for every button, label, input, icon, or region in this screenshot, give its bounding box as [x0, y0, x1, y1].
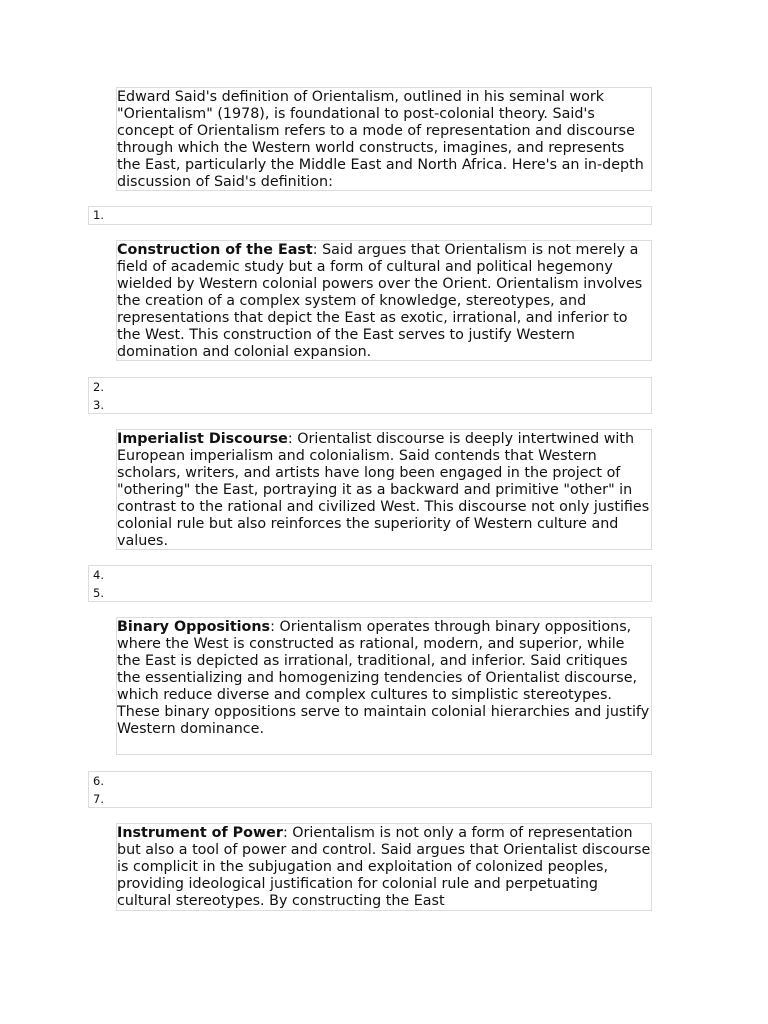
section-imperialist — [116, 429, 652, 550]
list-item: 6. — [93, 774, 104, 788]
list-item: 3. — [93, 398, 104, 412]
numbered-list-4 — [88, 771, 652, 808]
numbered-list-3 — [88, 565, 652, 602]
section-body: : Said argues that Orientalism is not merely a field of academic study but a form of cultural and political hegemony wielded by Western colonial powers over the Orient. Orientalism involves the creation of a complex system of knowledge, stereotypes, and representations that depict the East as exotic, irrational, and inferior to the West. This construction of the East serves to justify Western domination and colonial expansion. — [117, 242, 643, 360]
section-body: : Orientalism is not only a form of representation but also a tool of power and control. Said argues that Orientalist discourse is complicit in the subjugation and exploitation of colonized peoples, providing ideological justification for colonial rule and perpetuating cultural stereotypes. By constructing the East — [117, 825, 651, 909]
list-item: 4. — [93, 568, 104, 582]
section-body: : Orientalist discourse is deeply intertwined with European imperialism and colonialism. Said contends that Western scholars, writers, and artists have long been engaged in the project of "othering" the East, portraying it as a backward and primitive "other" in contrast to the rational and civilized West. This discourse not only justifies colonial rule but also reinforces the superiority of Western culture and values. — [117, 431, 650, 549]
section-instrument — [116, 823, 652, 911]
section-heading: Imperialist Discourse — [117, 431, 288, 447]
list-item: 5. — [93, 586, 104, 600]
numbered-list-2 — [88, 377, 652, 414]
section-heading: Construction of the East — [117, 242, 313, 258]
section-body: : Orientalism operates through binary oppositions, where the West is constructed as rational, modern, and superior, while the East is depicted as irrational, traditional, and inferior. Said critiques the essentializing and homogenizing tendencies of Orientalist discourse, which reduce diverse and complex cultures to simplistic stereotypes. These binary oppositions serve to maintain colonial hierarchies and justify Western dominance. — [117, 619, 650, 737]
intro-paragraph — [116, 87, 652, 191]
section-heading: Binary Oppositions — [117, 619, 271, 635]
section-heading: Instrument of Power — [117, 825, 283, 841]
numbered-list-1 — [88, 206, 652, 225]
section-construction — [116, 240, 652, 361]
list-item: 1. — [93, 208, 104, 222]
section-binary — [116, 617, 652, 755]
list-item: 2. — [93, 380, 104, 394]
intro-text: Edward Said's definition of Orientalism, outlined in his seminal work "Orientalism" (1978), is foundational to post-colonial theory. Said's concept of Orientalism refers to a mode of representation and discourse through which the Western world constructs, imagines, and represents the East, particularly the Middle East and North Africa. Here's an in-depth discussion of Said's definition: — [117, 89, 644, 190]
list-item: 7. — [93, 792, 104, 806]
